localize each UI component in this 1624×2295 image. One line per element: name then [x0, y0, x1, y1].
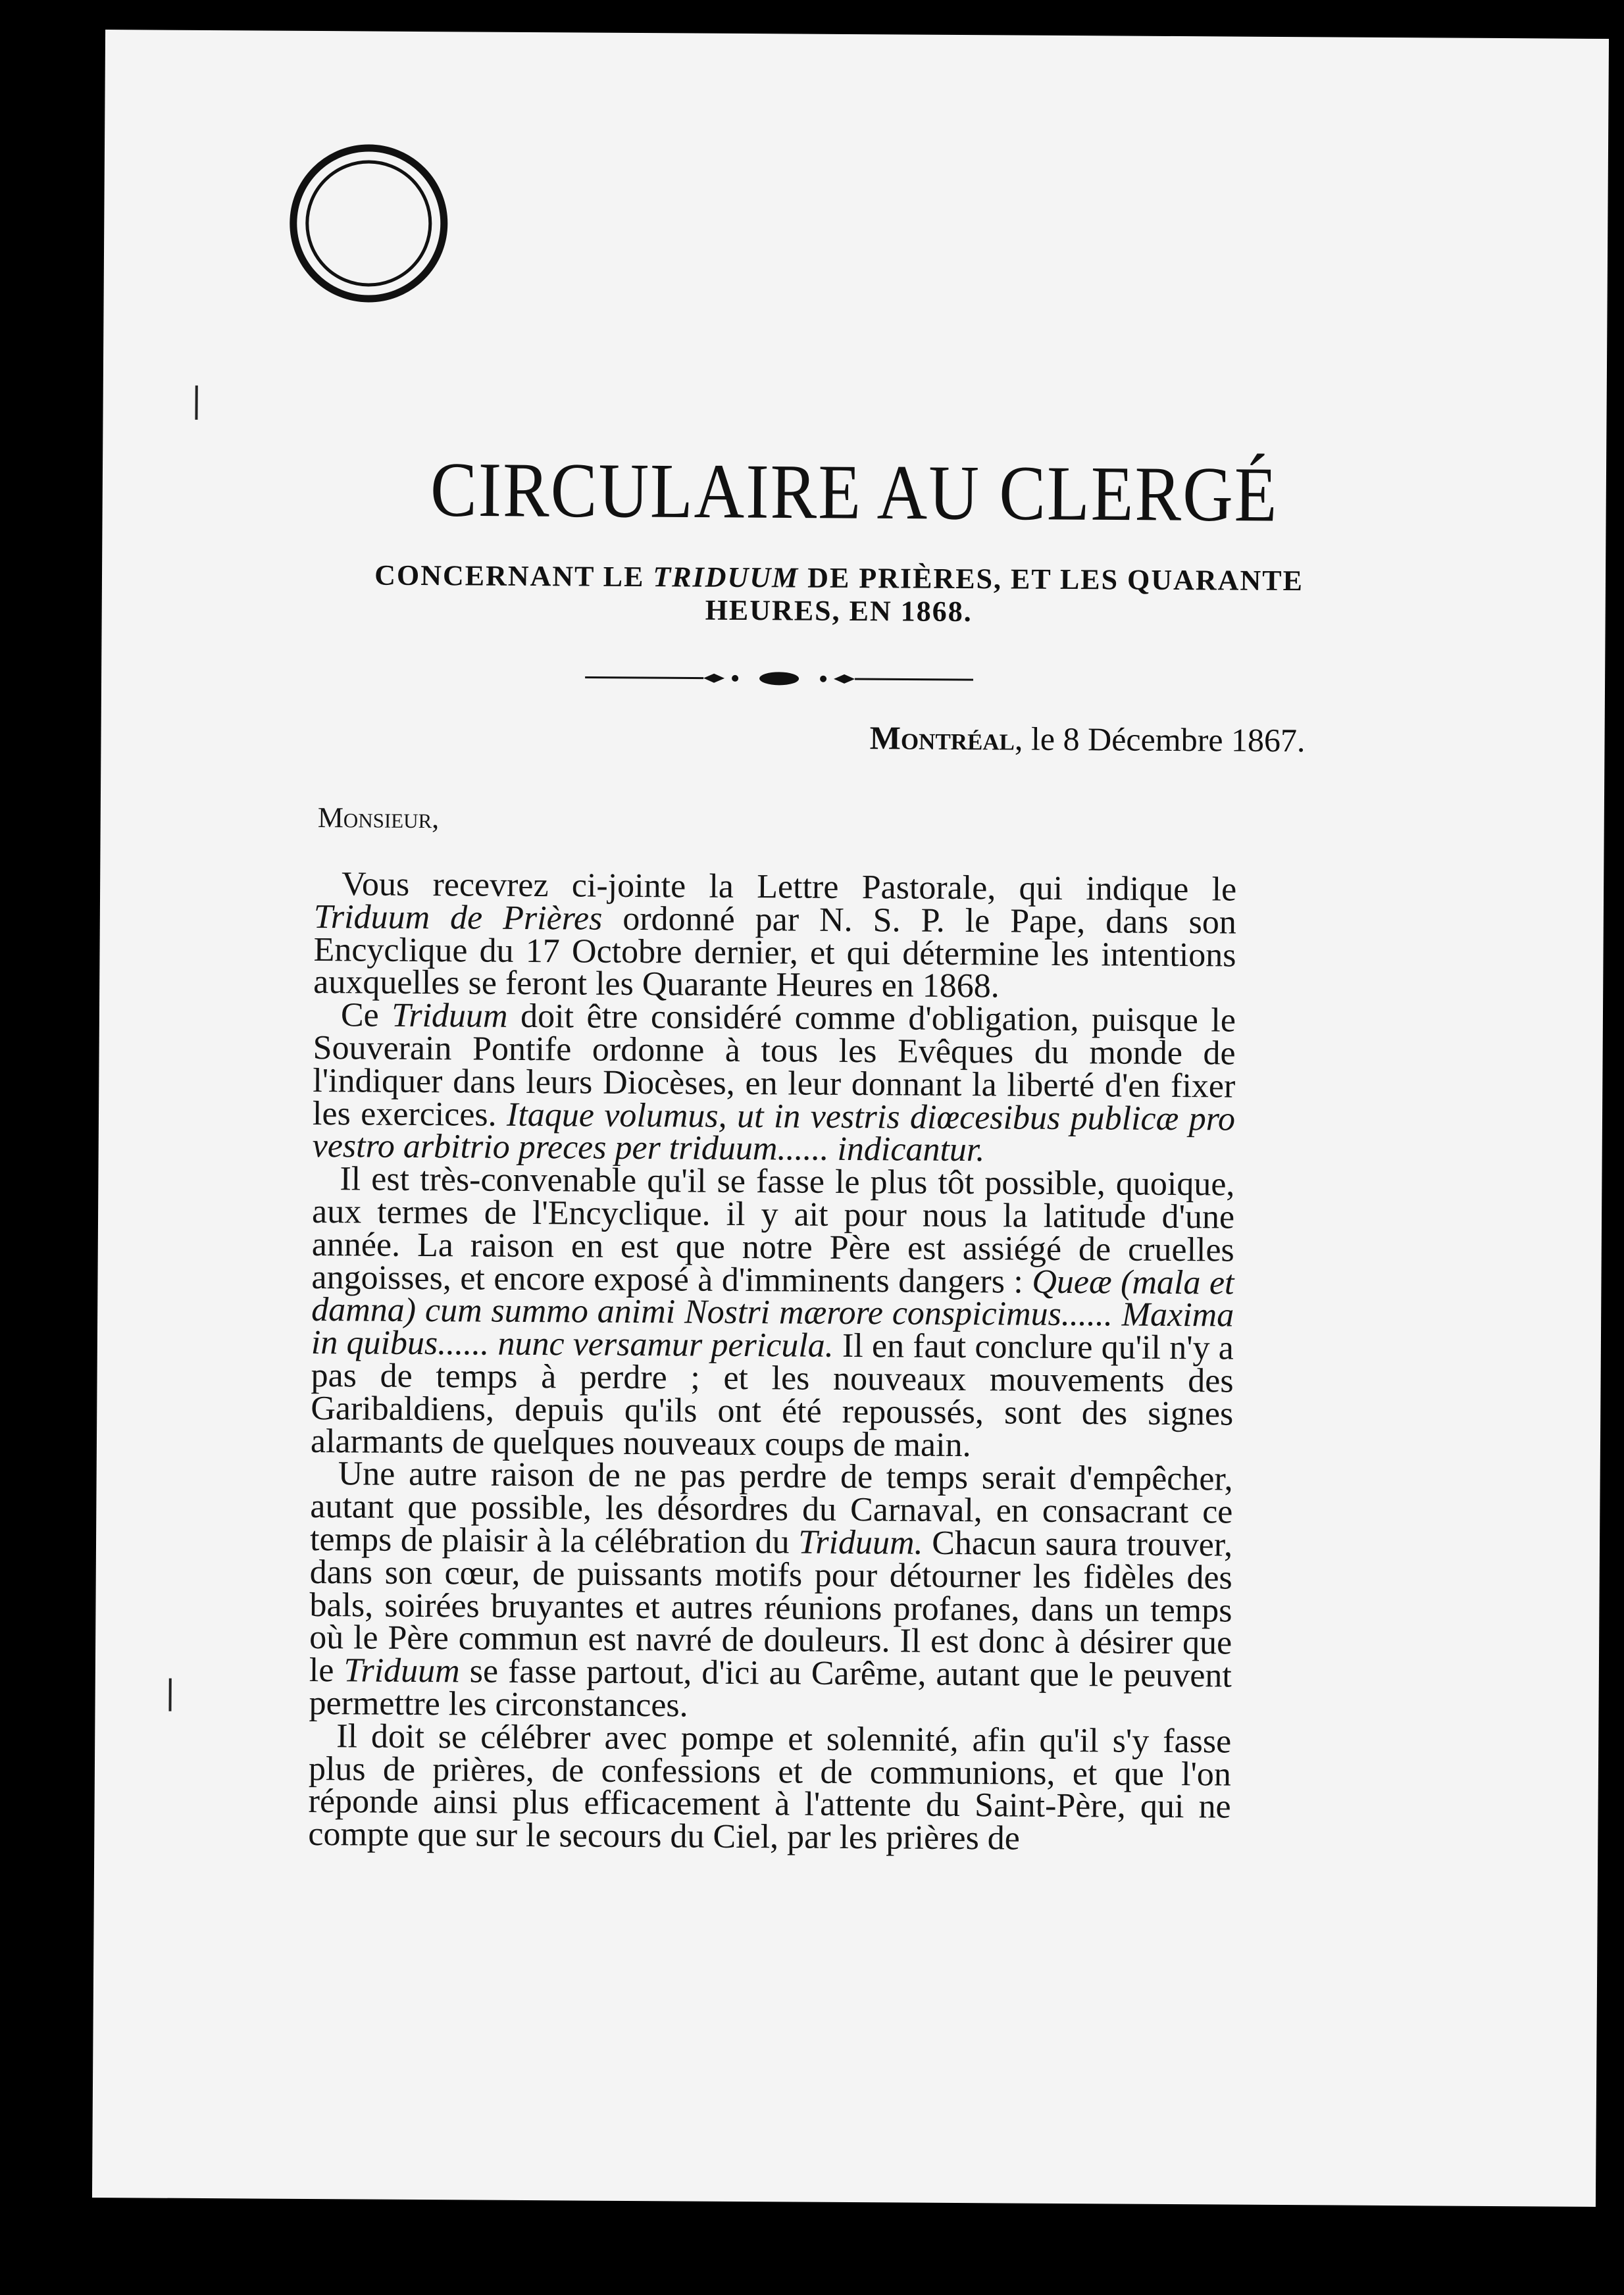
scanned-page: [92, 30, 1609, 2207]
document-title: CIRCULAIRE AU CLERGÉ: [430, 446, 1279, 538]
margin-mark-top: [195, 386, 197, 420]
dateline: Montréal, le 8 Décembre 1867.: [869, 719, 1306, 759]
paragraph: Il doit se célébrer avec pompe et solennité, afin qu'il s'y fasse plus de prières, de confessions et de communions, et que l'on réponde ainsi plus efficacement à l'attente du Saint-Père, qui ne compte que sur le secours du Ciel, par les prières de: [308, 1717, 1232, 1857]
paragraph: Il est très-convenable qu'il se fasse le plus tôt possible, quoique, aux termes de l'Encyclique. il y ait pour nous la latitude d'une année. La raison en est que notre Père est assiégé de cruelles angoisses, et encore exposé à d'imminents dangers : Queæ (mala et damna) cum summo animi Nostri mærore conspicimus...... Maxima in quibus...... nunc versamur pericula. Il en faut conclure qu'il n'y a pas de temps à perdre ; et les nouveaux mouvements des Garibaldiens, depuis qu'ils ont été repoussés, sont des signes alarmants de quelques nouveaux coups de main.: [310, 1160, 1235, 1464]
margin-mark-bottom: [168, 1678, 171, 1711]
document-subtitle: CONCERNANT LE TRIDUUM DE PRIÈRES, ET LES QUARANTE HEURES, EN 1868.: [374, 559, 1304, 628]
ornament-divider: [585, 665, 973, 694]
paragraph: Ce Triduum doit être considéré comme d'obligation, puisque le Souverain Pontife ordonne à tous les Evêques du monde de l'indiquer dans leurs Diocèses, en leur donnant la liberté d'en fixer les exercices. Itaque volumus, ut in vestris diœcesibus publicæ pro vestro arbitrio preces per triduum...... indicantur.: [312, 996, 1236, 1169]
paragraph: Vous recevrez ci-jointe la Lettre Pastorale, qui indique le Triduum de Prières ordonné par N. S. P. le Pape, dans son Encyclique du 17 Octobre dernier, et qui détermine les intentions auxquelles se feront les Quarante Heures en 1868.: [313, 865, 1237, 1005]
punch-hole-mark: [290, 144, 448, 303]
letter-body: [308, 865, 1237, 1857]
salutation: Monsieur,: [317, 801, 440, 835]
paragraph: Une autre raison de ne pas perdre de temps serait d'empêcher, autant que possible, les désordres du Carnaval, en consacrant ce temps de plaisir à la célébration du Triduum. Chacun saura trouver, dans son cœur, de puissants motifs pour détourner les fidèles des bals, soirées bruyantes et autres réunions profanes, dans un temps où le Père commun est navré de douleurs. Il est donc à désirer que le Triduum se fasse partout, d'ici au Carême, autant que le peuvent permettre les circonstances.: [309, 1455, 1233, 1725]
